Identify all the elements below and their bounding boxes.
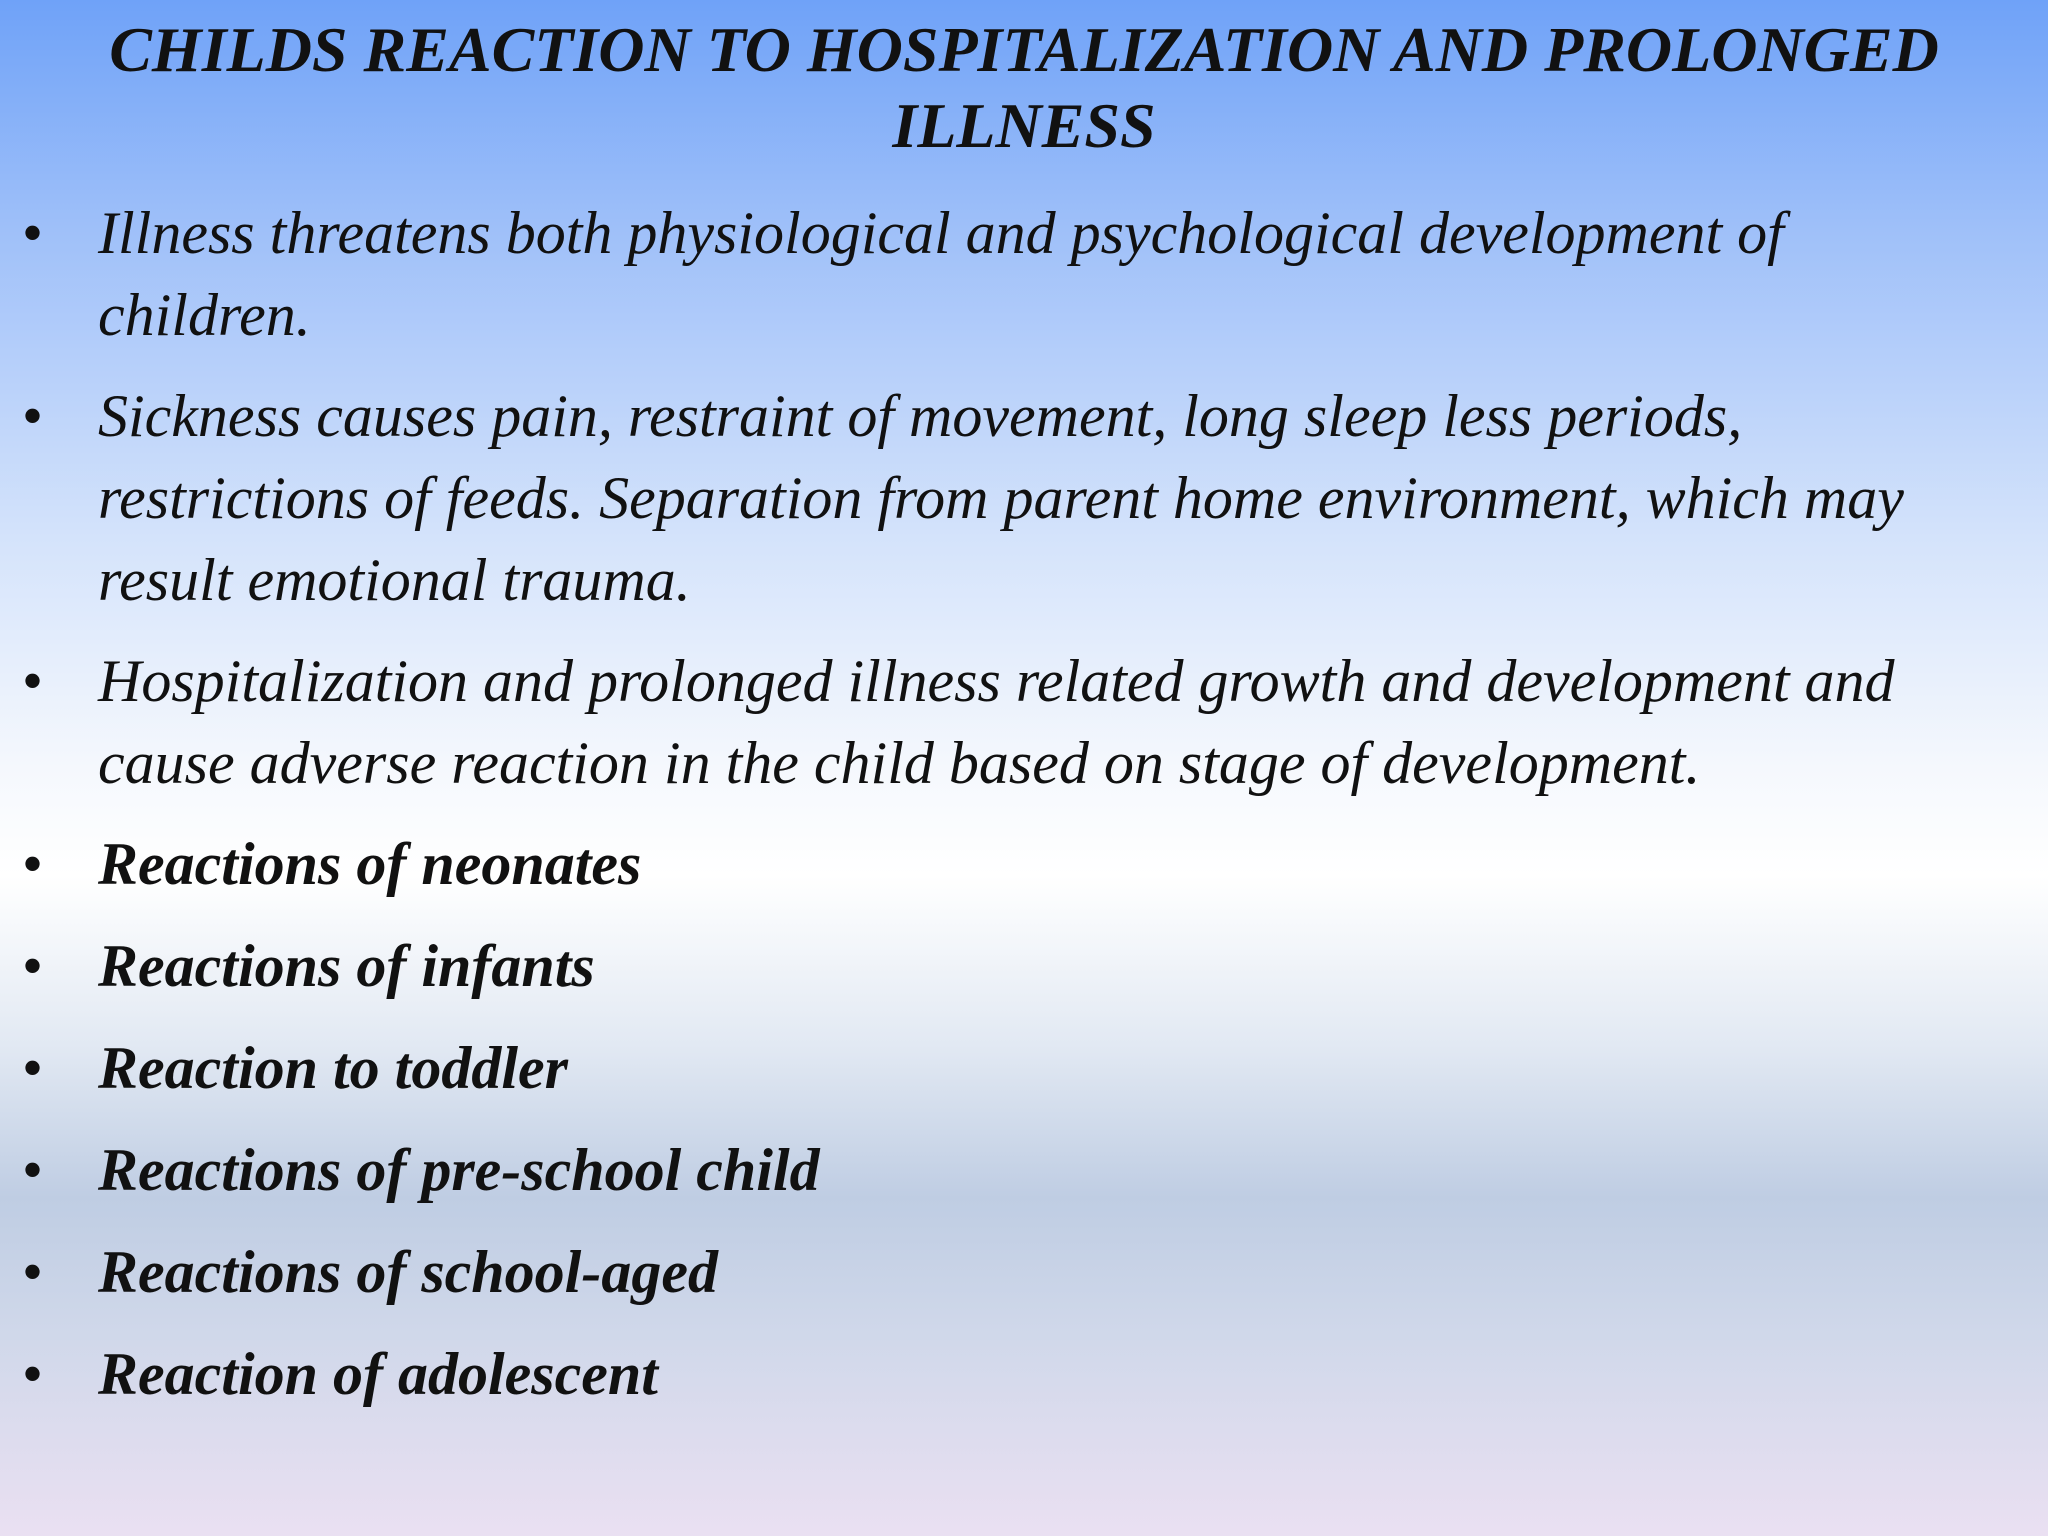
bullet-item — [0, 192, 2048, 356]
bullet-text: Sickness causes pain, restraint of movement, long sleep less periods, restrictions of feeds. Separation from parent home environment, which may result emotional trauma. — [98, 383, 1904, 613]
bullet-list — [0, 192, 2048, 1435]
bullet-icon: • — [22, 383, 44, 449]
bullet-text: Reactions of infants — [98, 933, 595, 999]
bullet-text: Reaction to toddler — [98, 1035, 568, 1101]
bullet-item — [0, 1027, 2048, 1109]
slide-title: CHILDS REACTION TO HOSPITALIZATION AND PROLONGED ILLNESS — [109, 14, 1939, 161]
bullet-text: Reactions of school-aged — [98, 1239, 718, 1305]
bullet-icon: • — [22, 200, 44, 266]
bullet-icon: • — [22, 1341, 44, 1407]
bullet-icon: • — [22, 831, 44, 897]
bullet-icon: • — [22, 1035, 44, 1101]
bullet-item — [0, 823, 2048, 905]
bullet-text: Illness threatens both physiological and psychological development of children. — [98, 200, 1784, 348]
bullet-item — [0, 640, 2048, 804]
bullet-text: Hospitalization and prolonged illness related growth and development and cause adverse reaction in the child based on stage of development. — [98, 648, 1895, 796]
bullet-text: Reactions of pre-school child — [98, 1137, 820, 1203]
bullet-text: Reactions of neonates — [98, 831, 642, 897]
bullet-icon: • — [22, 933, 44, 999]
bullet-item — [0, 375, 2048, 621]
bullet-item — [0, 1333, 2048, 1415]
bullet-item — [0, 1231, 2048, 1313]
bullet-item — [0, 1129, 2048, 1211]
bullet-item — [0, 925, 2048, 1007]
bullet-text: Reaction of adolescent — [98, 1341, 658, 1407]
bullet-icon: • — [22, 648, 44, 714]
bullet-icon: • — [22, 1137, 44, 1203]
bullet-icon: • — [22, 1239, 44, 1305]
